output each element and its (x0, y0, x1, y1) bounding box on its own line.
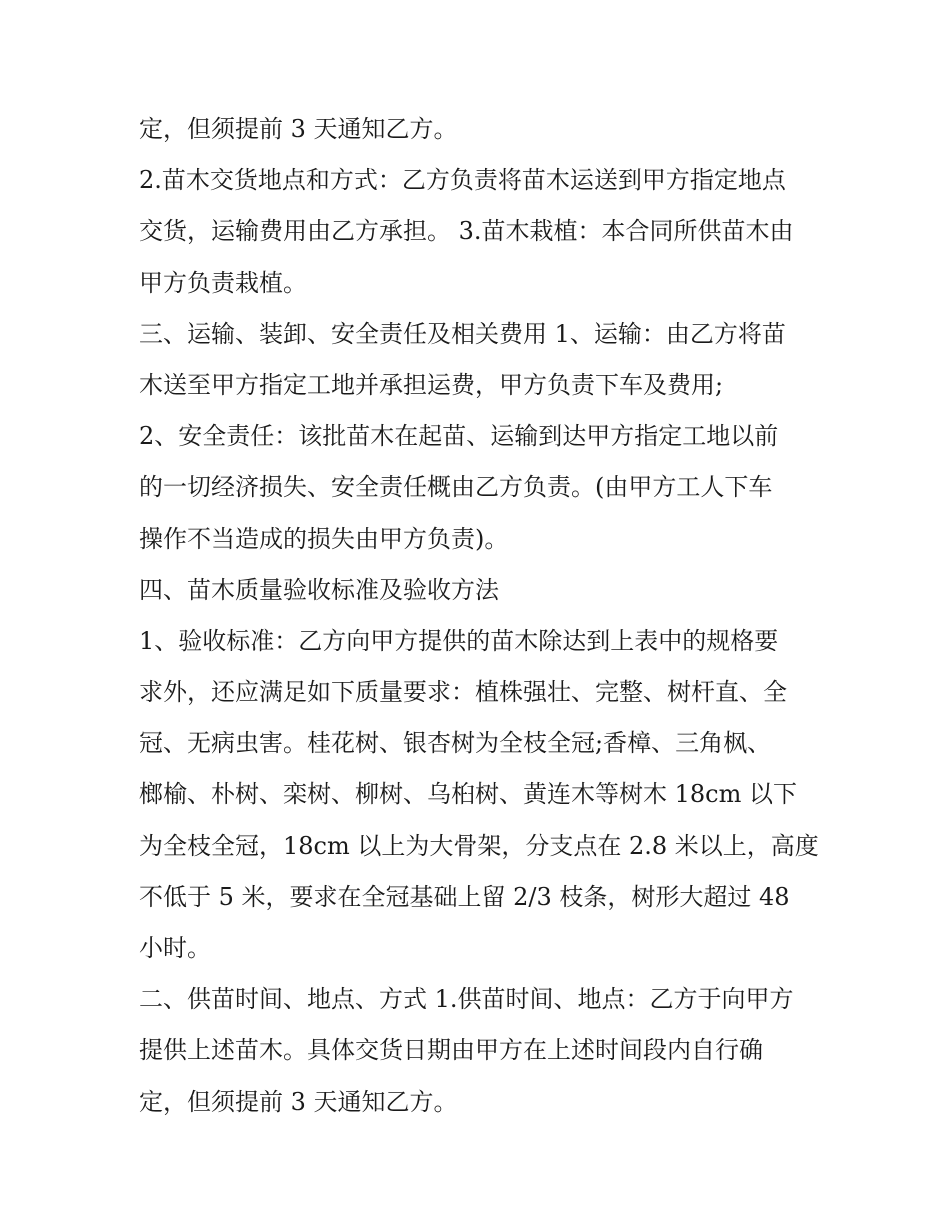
text-line: 定，但须提前 3 天通知乙方。 (139, 1087, 458, 1116)
text-line: 不低于 5 米，要求在全冠基础上留 2/3 枝条，树形大超过 48 (139, 882, 790, 911)
text-line: 提供上述苗木。具体交货日期由甲方在上述时间段内自行确 (139, 1036, 763, 1065)
text-line: 四、苗木质量验收标准及验收方法 (139, 575, 499, 604)
text-line: 为全枝全冠，18cm 以上为大骨架，分支点在 2.8 米以上，高度 (139, 831, 819, 860)
text-line: 操作不当造成的损失由甲方负责)。 (139, 524, 509, 553)
text-line: 求外，还应满足如下质量要求：植株强壮、完整、树杆直、全 (139, 678, 787, 707)
text-line: 木送至甲方指定工地并承担运费，甲方负责下车及费用; (139, 370, 724, 399)
text-line: 1、验收标准：乙方向甲方提供的苗木除达到上表中的规格要 (139, 626, 779, 655)
text-line: 甲方负责栽植。 (139, 268, 307, 297)
document-body (139, 104, 819, 1128)
text-line: 2、安全责任：该批苗木在起苗、运输到达甲方指定工地以前 (139, 422, 779, 451)
text-line: 交货，运输费用由乙方承担。 3.苗木栽植：本合同所供苗木由 (139, 217, 794, 246)
text-line: 定，但须提前 3 天通知乙方。 (139, 115, 458, 143)
text-line: 二、供苗时间、地点、方式 1.供苗时间、地点：乙方于向甲方 (139, 985, 794, 1014)
text-line: 三、运输、装卸、安全责任及相关费用 1、运输：由乙方将苗 (139, 319, 786, 348)
text-line: 的一切经济损失、安全责任概由乙方负责。(由甲方工人下车 (139, 473, 773, 502)
text-line: 冠、无病虫害。桂花树、银杏树为全枝全冠;香樟、三角枫、 (139, 729, 772, 758)
text-line: 2.苗木交货地点和方式：乙方负责将苗木运送到甲方指定地点 (139, 166, 786, 195)
text-line: 小时。 (139, 934, 211, 962)
text-line: 榔榆、朴树、栾树、柳树、乌桕树、黄连木等树木 18cm 以下 (139, 780, 797, 809)
